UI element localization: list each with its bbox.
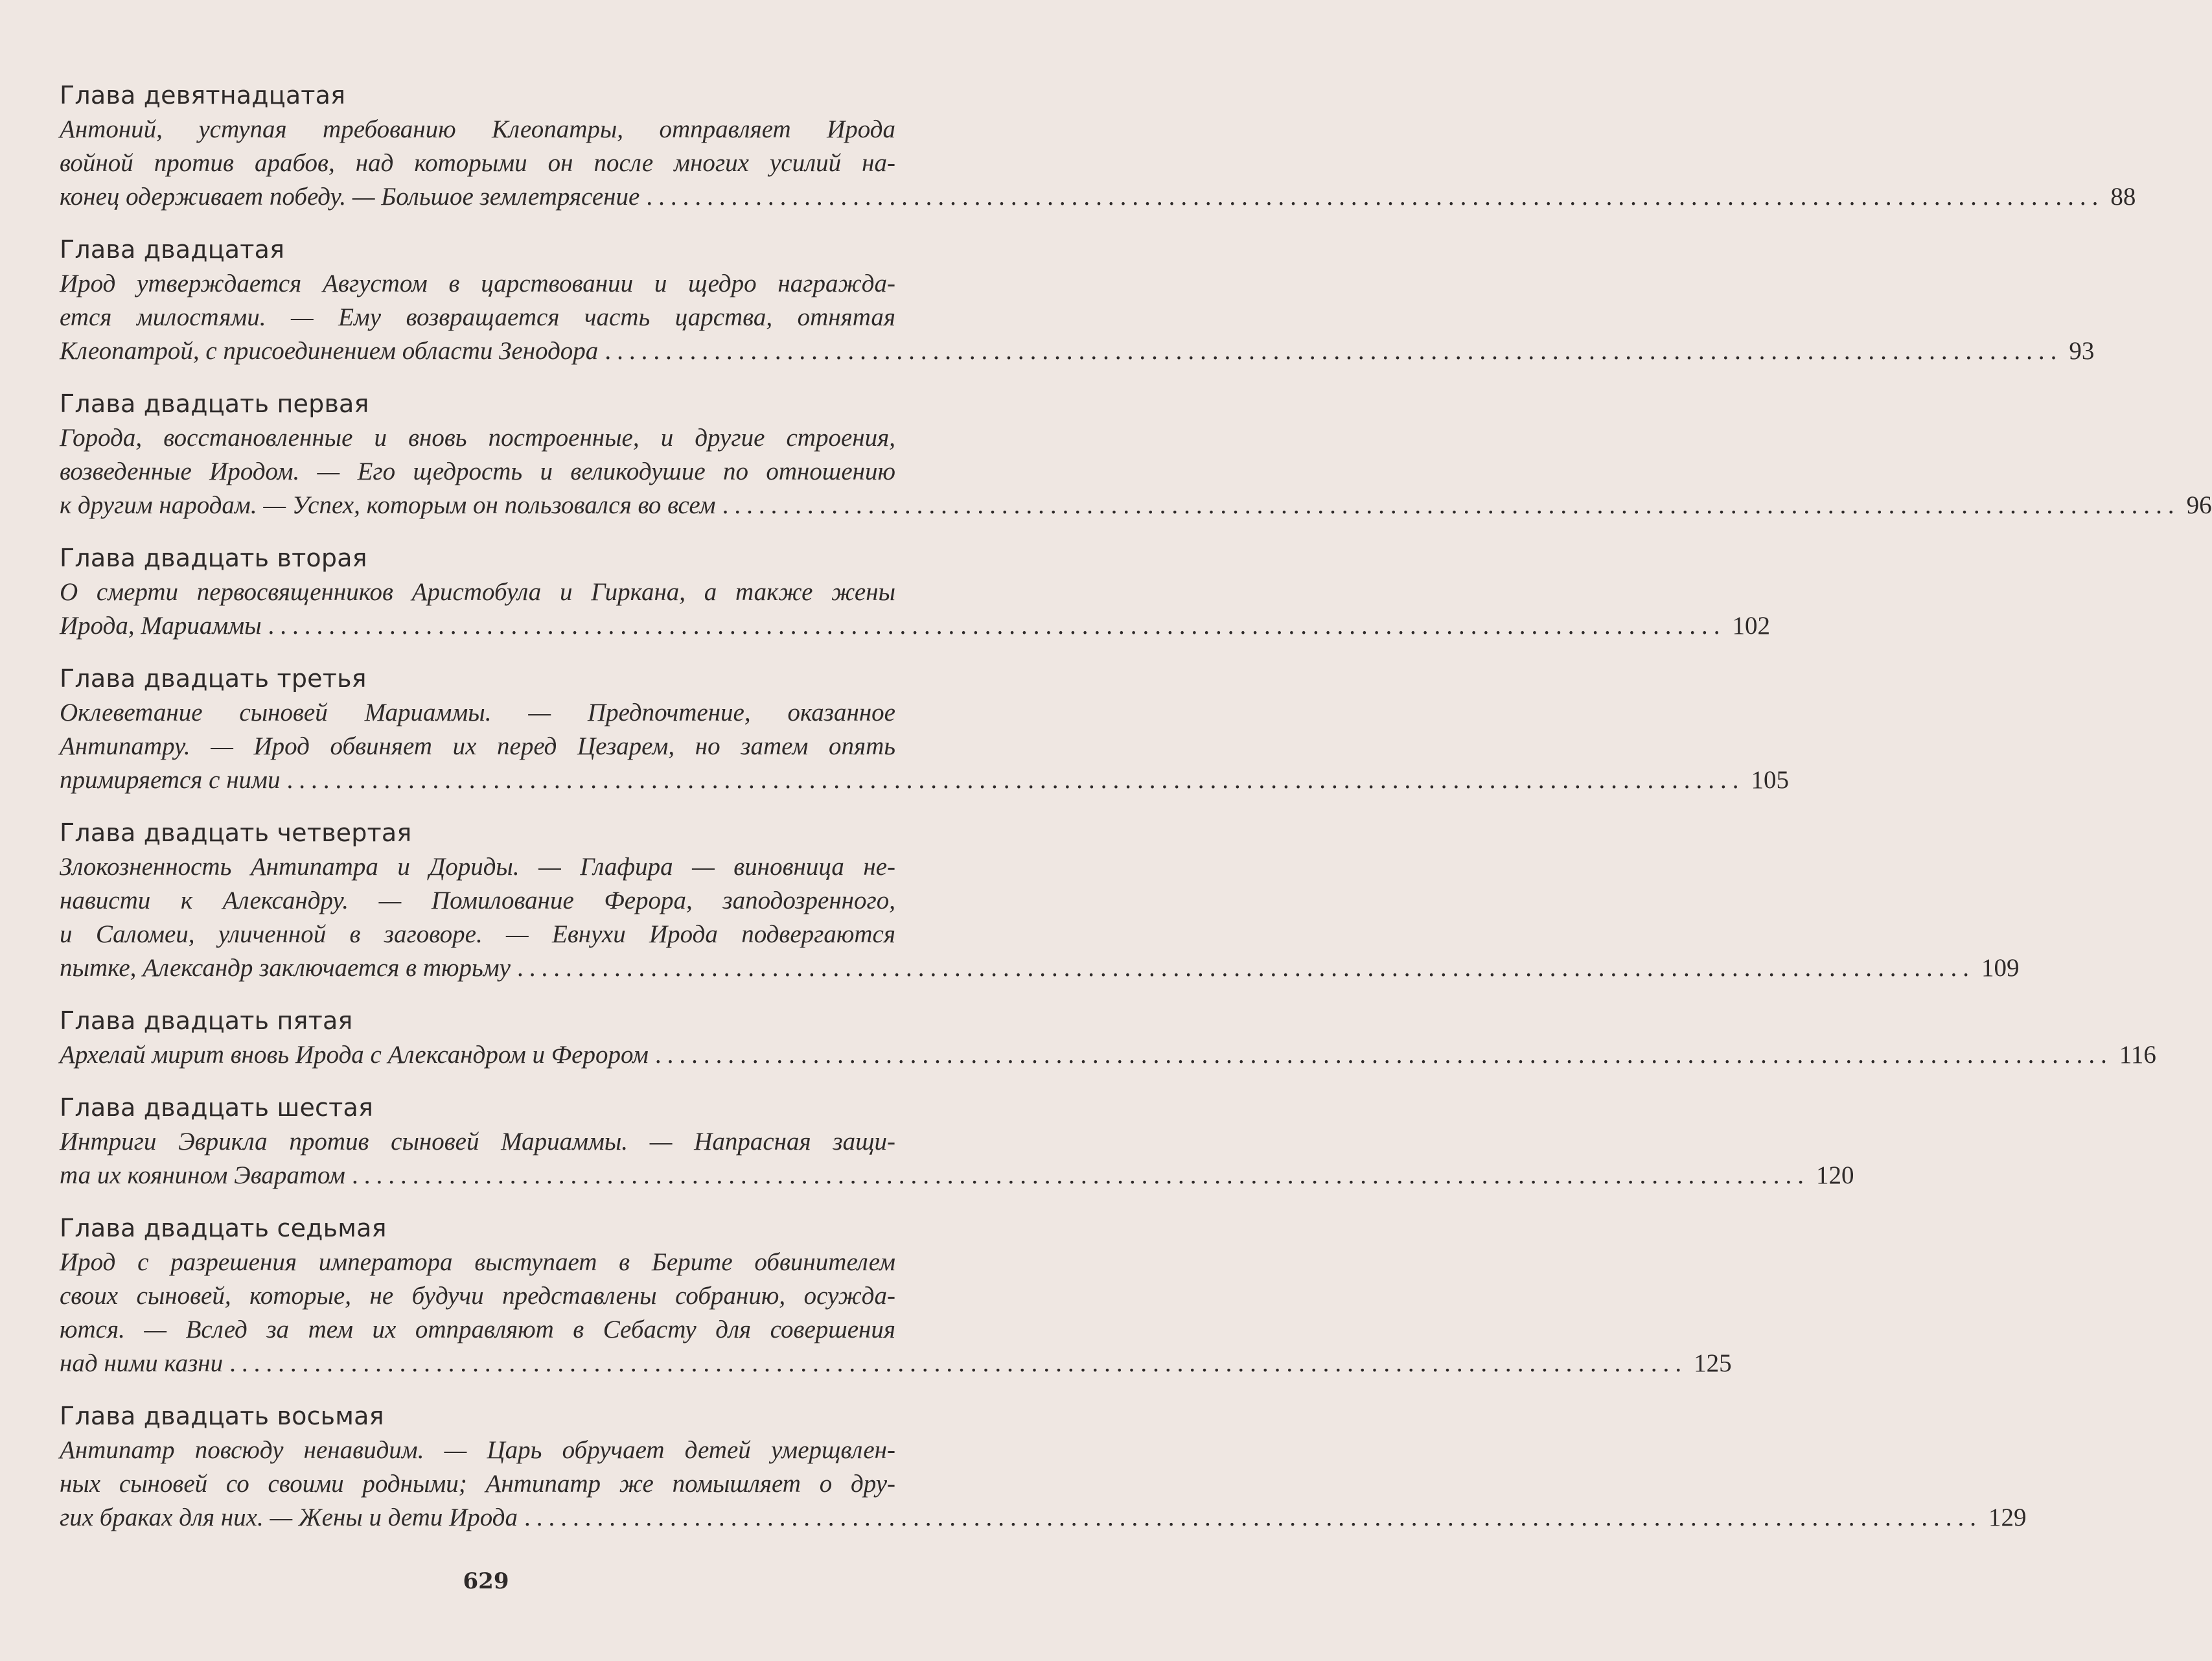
chapter-summary <box>60 696 1789 797</box>
chapter-summary <box>60 850 2020 985</box>
chapter-summary <box>60 1434 2027 1535</box>
summary-line: над ними казни <box>60 1349 224 1377</box>
toc-entry <box>60 540 1771 643</box>
chapter-page-number: 109 <box>1981 954 2020 982</box>
chapter-summary <box>60 1246 1732 1380</box>
summary-line: и Саломеи, уличенной в заговоре. — Евнухи Ирода подвергаются <box>60 920 895 948</box>
chapter-summary <box>60 421 2212 522</box>
summary-line: Клеопатрой, с присоединением области Зенодора <box>60 337 599 365</box>
chapter-title: Глава девятнадцатая <box>60 81 346 110</box>
summary-line: Ирод с разрешения императора выступает в Берите обвинителем <box>60 1248 895 1276</box>
dot-leader: ........................................................................................................................ <box>268 612 1726 640</box>
chapter-page-number: 88 <box>2110 183 2136 211</box>
chapter-summary <box>60 267 2095 368</box>
summary-line: Ирод утверждается Августом в царствовании и щедро награжда- <box>60 270 895 297</box>
dot-leader: ........................................................................................................................ <box>229 1349 1688 1377</box>
summary-last-line <box>60 1159 1854 1192</box>
toc-entry <box>60 386 2212 522</box>
summary-line: нависти к Александру. — Помилование Ферора, заподозренного, <box>60 887 895 914</box>
summary-line: Антипатру. — Ирод обвиняет их перед Цезарем, но затем опять <box>60 732 895 760</box>
chapter-title: Глава двадцать шестая <box>60 1093 374 1122</box>
summary-line: своих сыновей, которые, не будучи представлены собранию, осужда- <box>60 1282 895 1310</box>
summary-line: ются. — Вслед за тем их отправляют в Себасту для совершения <box>60 1316 895 1343</box>
summary-line: конец одерживает победу. — Большое землетрясение <box>60 183 640 211</box>
summary-line: возведенные Иродом. — Его щедрость и великодушие по отношению <box>60 458 895 485</box>
summary-last-line <box>60 1038 2156 1072</box>
toc-entry <box>60 1399 2027 1535</box>
summary-last-line <box>60 609 1771 643</box>
chapter-title: Глава двадцать восьмая <box>60 1402 384 1430</box>
chapter-page-number: 105 <box>1751 766 1789 794</box>
summary-line: Антоний, уступая требованию Клеопатры, отправляет Ирода <box>60 115 895 143</box>
summary-line: ется милостями. — Ему возвращается часть царства, отнятая <box>60 303 895 331</box>
dot-leader: ........................................................................................................................ <box>722 491 2180 519</box>
toc-entry <box>60 1090 1854 1192</box>
chapter-summary <box>60 1038 2156 1072</box>
chapter-title: Глава двадцать вторая <box>60 544 367 572</box>
summary-last-line <box>60 180 2136 214</box>
page-number: 629 <box>463 1568 509 1594</box>
toc-entry <box>60 78 2136 214</box>
chapter-page-number: 93 <box>2069 337 2095 365</box>
summary-line: Оклеветание сыновей Мариаммы. — Предпочтение, оказанное <box>60 699 895 726</box>
summary-line: примиряется с ними <box>60 766 281 794</box>
dot-leader: ........................................................................................................................ <box>351 1161 1810 1189</box>
table-of-contents <box>60 78 2212 1553</box>
summary-line: та их коянином Эваратом <box>60 1161 345 1189</box>
toc-entry <box>60 1211 1732 1380</box>
toc-entry <box>60 1003 2156 1072</box>
chapter-title: Глава двадцать пятая <box>60 1006 353 1035</box>
dot-leader: ........................................................................................................................ <box>646 183 2104 211</box>
summary-line: гих браках для них. — Жены и дети Ирода <box>60 1504 518 1531</box>
summary-line: войной против арабов, над которыми он после многих усилий на- <box>60 149 895 177</box>
summary-line: Злокозненность Антипатра и Дориды. — Глафира — виновница не- <box>60 853 895 881</box>
summary-last-line <box>60 1347 1732 1380</box>
chapter-page-number: 125 <box>1694 1349 1732 1377</box>
chapter-summary <box>60 1125 1854 1192</box>
summary-line: Ирода, Мариаммы <box>60 612 262 640</box>
chapter-page-number: 96 <box>2186 491 2212 519</box>
chapter-summary <box>60 113 2136 214</box>
dot-leader: ........................................................................................................................ <box>524 1504 1983 1531</box>
summary-line: Интриги Эврикла против сыновей Мариаммы. — Напрасная защи- <box>60 1128 895 1156</box>
chapter-summary <box>60 575 1771 643</box>
chapter-title: Глава двадцать четвертая <box>60 819 412 847</box>
summary-last-line <box>60 334 2095 368</box>
dot-leader: ........................................................................................................................ <box>516 954 1975 982</box>
chapter-title: Глава двадцать первая <box>60 389 369 418</box>
dot-leader: ........................................................................................................................ <box>654 1041 2113 1069</box>
chapter-title: Глава двадцать седьмая <box>60 1214 387 1242</box>
summary-last-line <box>60 763 1789 797</box>
summary-last-line <box>60 1501 2027 1535</box>
summary-line: Архелай мирит вновь Ирода с Александром и Ферором <box>60 1041 649 1069</box>
summary-line: к другим народам. — Успех, которым он пользовался во всем <box>60 491 716 519</box>
dot-leader: ........................................................................................................................ <box>605 337 2063 365</box>
chapter-page-number: 129 <box>1988 1504 2027 1531</box>
toc-entry <box>60 661 1789 797</box>
summary-line: пытке, Александр заключается в тюрьму <box>60 954 511 982</box>
summary-line: ных сыновей со своими родными; Антипатр же помышляет о дру- <box>60 1470 895 1498</box>
chapter-title: Глава двадцатая <box>60 235 285 264</box>
toc-entry <box>60 232 2095 368</box>
summary-line: О смерти первосвященников Аристобула и Гиркана, а также жены <box>60 578 895 606</box>
toc-entry <box>60 815 2020 985</box>
chapter-title: Глава двадцать третья <box>60 664 367 693</box>
dot-leader: ........................................................................................................................ <box>286 766 1745 794</box>
chapter-page-number: 116 <box>2119 1041 2156 1069</box>
summary-line: Города, восстановленные и вновь построенные, и другие строения, <box>60 424 895 452</box>
summary-line: Антипатр повсюду ненавидим. — Царь обручает детей умерщвлен- <box>60 1436 895 1464</box>
summary-last-line <box>60 489 2212 522</box>
chapter-page-number: 102 <box>1732 612 1771 640</box>
summary-last-line <box>60 951 2020 985</box>
chapter-page-number: 120 <box>1815 1161 1854 1189</box>
